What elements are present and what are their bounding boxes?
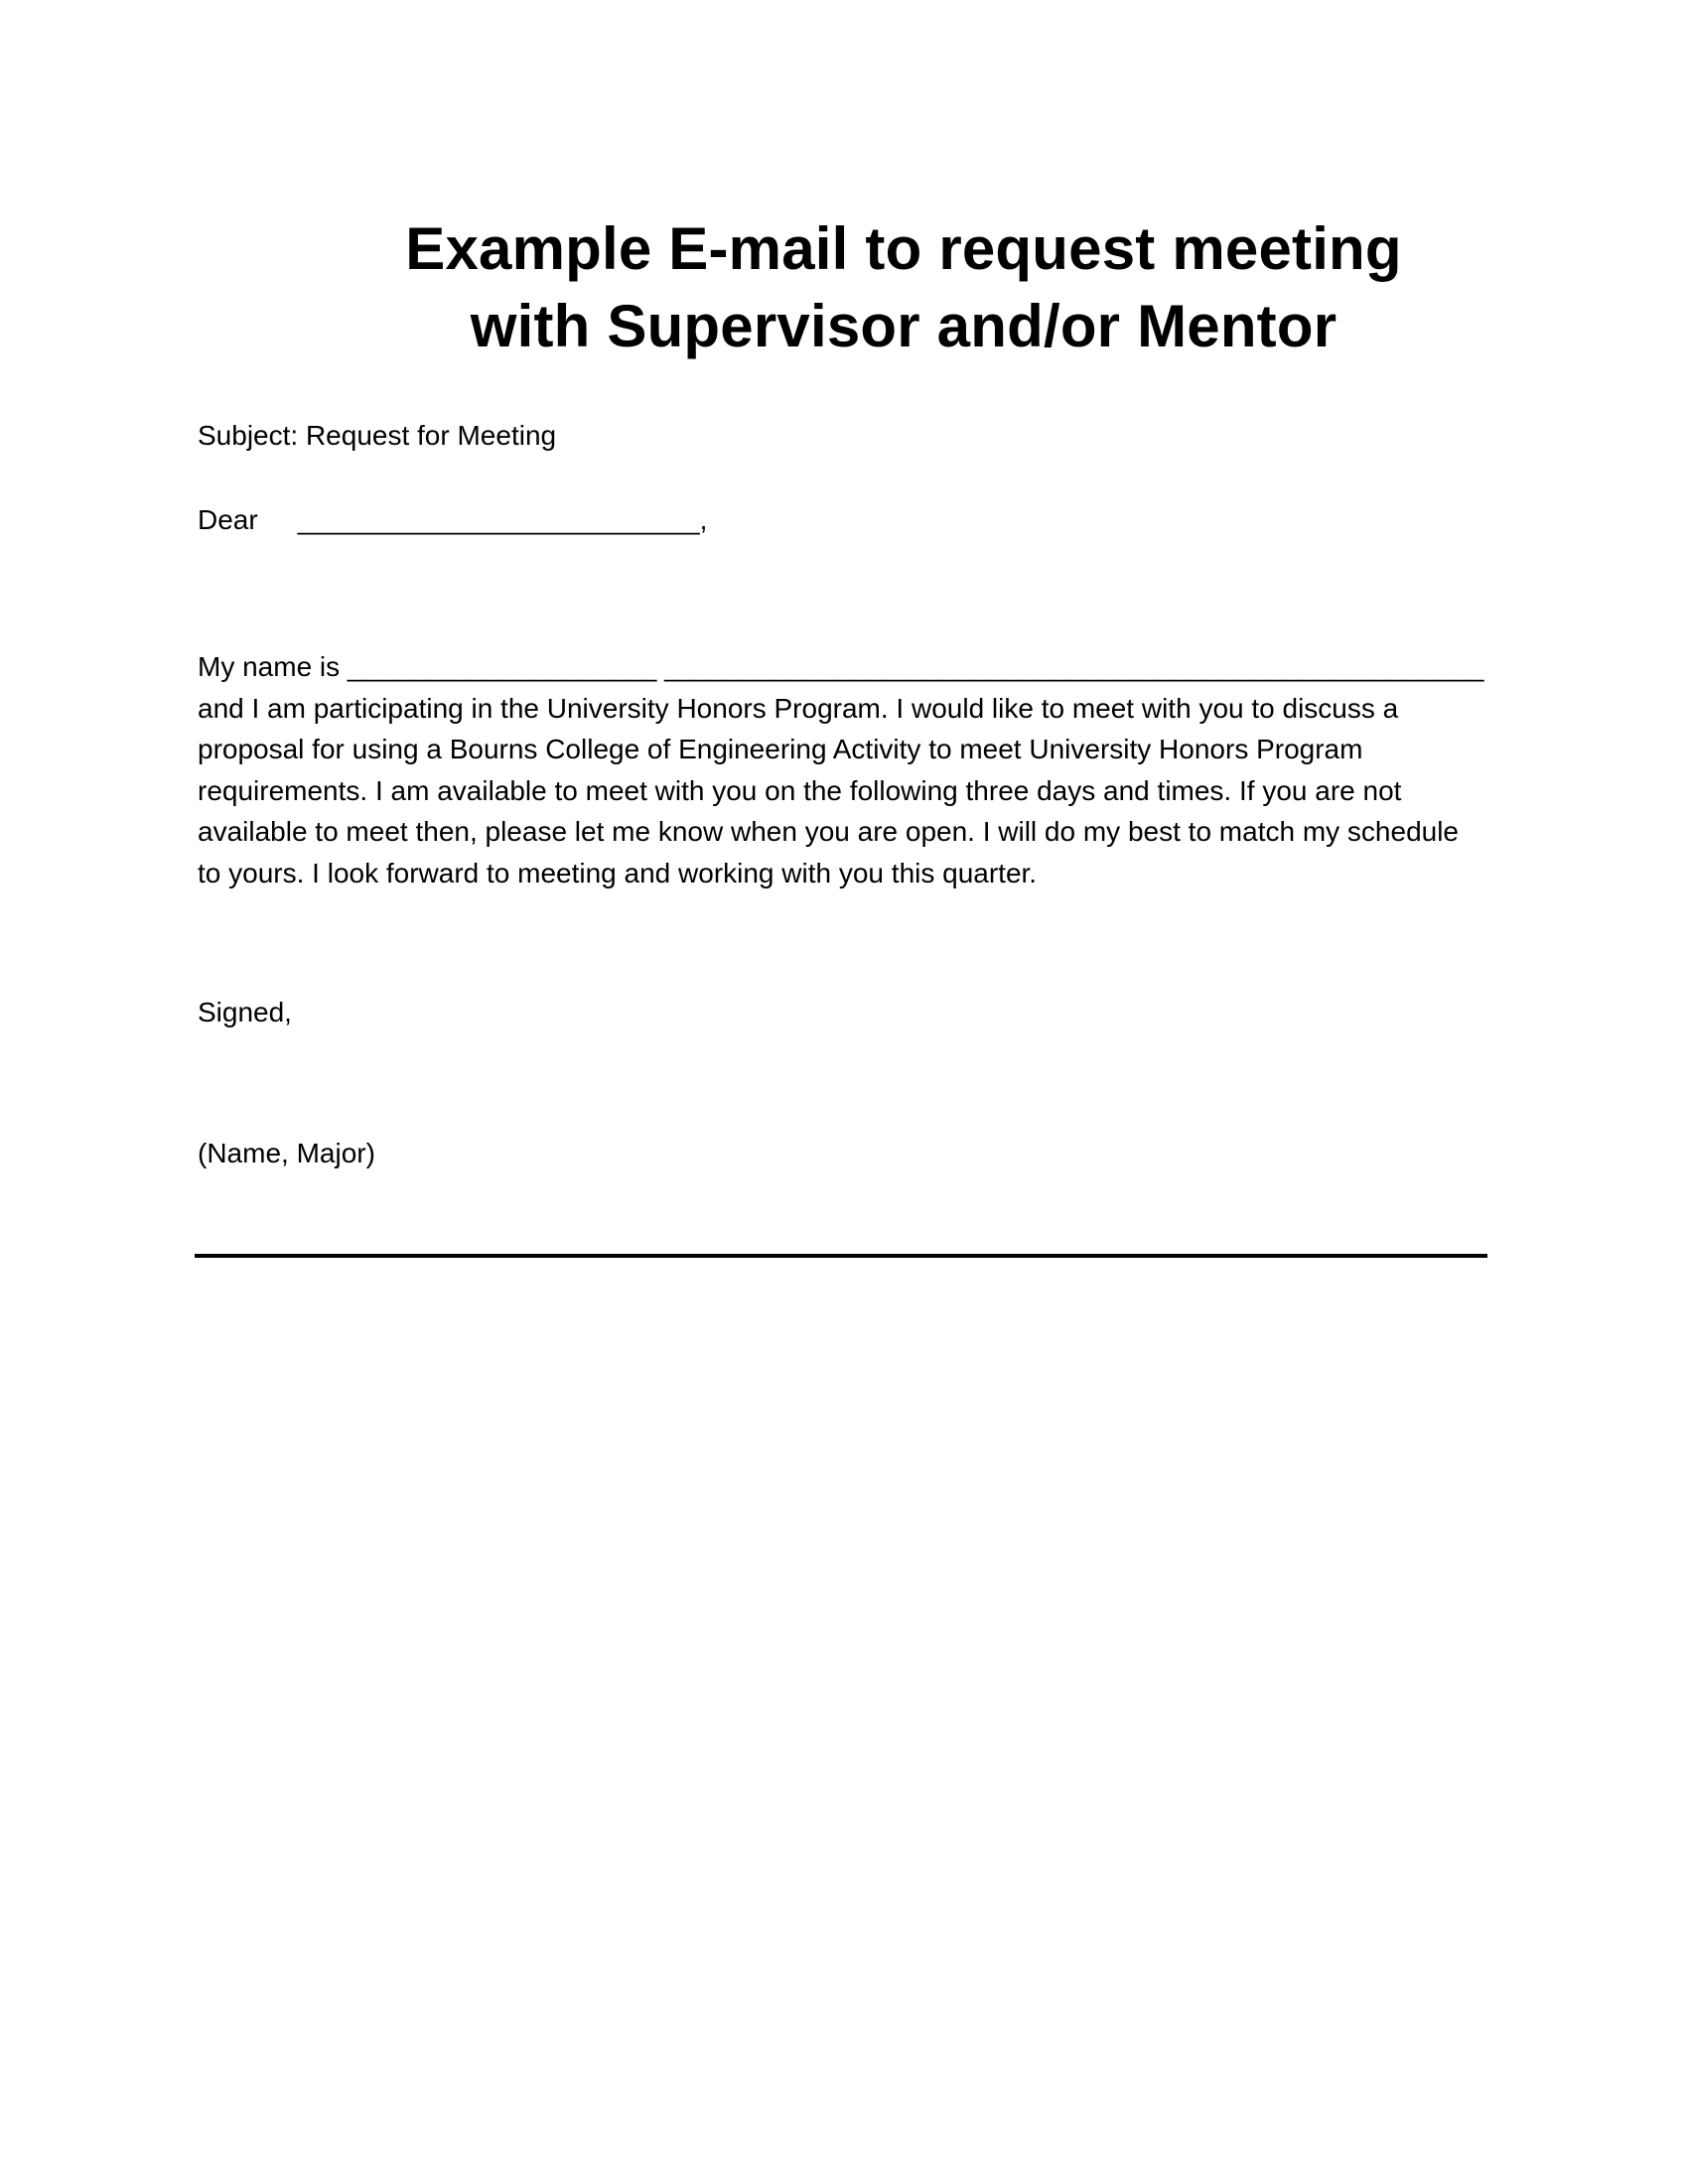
salutation-word: Dear	[198, 504, 258, 535]
closing: Signed,	[198, 997, 292, 1027]
page-title-line-1: Example E-mail to request meeting	[405, 215, 1402, 282]
body-line: and I am participating in the University Honors Program. I would like to meet with you to discuss a	[198, 692, 1399, 724]
horizontal-divider	[195, 1254, 1487, 1258]
body-line: available to meet then, please let me know when you are open. I will do my best to match my schedule	[198, 816, 1460, 847]
email-subject: Subject: Request for Meeting	[198, 420, 557, 451]
salutation	[198, 499, 707, 541]
body-line: My name is ____________________ _____________________________________________________	[198, 651, 1484, 682]
recipient-blank: __________________________,	[297, 504, 708, 535]
email-body	[198, 646, 1483, 893]
page-title	[377, 210, 1430, 365]
body-line: requirements. I am available to meet with you on the following three days and times. If you are not	[198, 774, 1402, 806]
body-line: to yours. I look forward to meeting and working with you this quarter.	[198, 857, 1038, 888]
signature-hint: (Name, Major)	[198, 1138, 375, 1168]
page-title-line-2: with Supervisor and/or Mentor	[470, 293, 1337, 359]
body-line: proposal for using a Bourns College of Engineering Activity to meet University Honors Program	[198, 734, 1363, 764]
